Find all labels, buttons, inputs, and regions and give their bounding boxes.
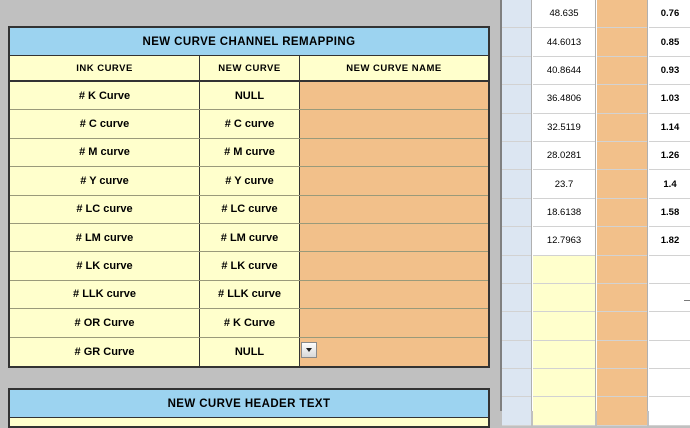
grid-cell[interactable]	[597, 227, 647, 255]
remap-table-title	[10, 28, 488, 56]
grid-cell-value: 1.03	[660, 93, 680, 105]
grid-cell-value: 1.4	[663, 178, 677, 190]
new-curve-name-input[interactable]	[300, 82, 488, 109]
grid-cell[interactable]	[502, 114, 531, 142]
new-curve-select[interactable]	[200, 224, 300, 251]
new-curve-name-input[interactable]	[300, 110, 488, 137]
grid-cell[interactable]	[533, 0, 595, 28]
grid-cell[interactable]	[649, 142, 690, 170]
grid-cell[interactable]	[597, 170, 647, 198]
grid-cell-value: 1.58	[660, 206, 680, 218]
grid-cell[interactable]	[502, 28, 531, 56]
grid-cell[interactable]	[649, 0, 690, 28]
grid-cell-value: 23.7	[554, 178, 574, 190]
grid-cell[interactable]	[649, 28, 690, 56]
new-curve-value: # Y curve	[225, 174, 274, 187]
new-curve-name-input[interactable]	[300, 252, 488, 279]
grid-cell-value: 1.82	[660, 235, 680, 247]
ink-curve-cell	[10, 309, 200, 336]
scroll-tick-marker	[684, 300, 690, 301]
grid-cell[interactable]	[649, 369, 690, 397]
column-header-new-curve-name	[300, 56, 488, 80]
grid-cell[interactable]	[649, 199, 690, 227]
grid-cell[interactable]	[533, 142, 595, 170]
grid-cell[interactable]	[597, 341, 647, 369]
grid-cell[interactable]	[502, 256, 531, 284]
new-curve-select[interactable]	[200, 110, 300, 137]
column-header-new-curve	[200, 56, 300, 80]
grid-cell-value: 28.0281	[546, 150, 582, 162]
grid-column-values	[533, 0, 596, 411]
table-row	[10, 167, 488, 195]
grid-cell[interactable]	[533, 57, 595, 85]
grid-cell[interactable]	[502, 57, 531, 85]
spreadsheet-grid-panel	[500, 0, 690, 411]
grid-cell[interactable]	[502, 341, 531, 369]
new-curve-name-input[interactable]	[300, 281, 488, 308]
grid-cell[interactable]	[502, 312, 531, 340]
ink-curve-label: # GR Curve	[74, 345, 135, 358]
grid-cell[interactable]	[649, 85, 690, 113]
table-row	[10, 309, 488, 337]
grid-cell[interactable]	[597, 284, 647, 312]
grid-cell[interactable]	[533, 227, 595, 255]
grid-cell[interactable]	[502, 0, 531, 28]
ink-curve-label: # K Curve	[78, 89, 131, 102]
grid-cell[interactable]	[597, 199, 647, 227]
grid-cell-value: 48.635	[549, 8, 579, 20]
grid-cell[interactable]	[502, 85, 531, 113]
ink-curve-label: # LLK curve	[73, 288, 136, 301]
ink-curve-cell	[10, 167, 200, 194]
panel-top-strip	[0, 0, 500, 22]
new-curve-select[interactable]	[200, 196, 300, 223]
grid-cell[interactable]	[502, 170, 531, 198]
grid-cell[interactable]	[533, 256, 595, 284]
new-curve-select-active[interactable]	[200, 338, 300, 366]
remap-table-title-label: NEW CURVE CHANNEL REMAPPING	[142, 35, 356, 48]
ink-curve-label: # LK curve	[76, 260, 133, 273]
column-header-new-curve-name-label: NEW CURVE NAME	[346, 62, 442, 74]
grid-cell[interactable]	[649, 312, 690, 340]
table-row	[10, 338, 488, 366]
ink-curve-cell	[10, 224, 200, 251]
grid-cell[interactable]	[533, 369, 595, 397]
grid-cell[interactable]	[533, 312, 595, 340]
table-row	[10, 281, 488, 309]
grid-cell[interactable]	[502, 369, 531, 397]
grid-cell[interactable]	[649, 397, 690, 425]
new-curve-value: # M curve	[224, 146, 275, 159]
grid-cell[interactable]	[649, 284, 690, 312]
ink-curve-cell	[10, 139, 200, 166]
ink-curve-cell	[10, 281, 200, 308]
grid-cell[interactable]	[597, 256, 647, 284]
new-curve-name-input[interactable]	[300, 224, 488, 251]
grid-cell[interactable]	[597, 397, 647, 425]
grid-cell-value: 0.85	[660, 36, 680, 48]
grid-cell[interactable]	[597, 312, 647, 340]
grid-cell[interactable]	[597, 85, 647, 113]
grid-cell[interactable]	[533, 28, 595, 56]
header-text-table-title	[10, 390, 488, 418]
grid-cell-value: 32.5119	[547, 121, 581, 133]
new-curve-name-input[interactable]	[300, 338, 488, 366]
grid-column-peach	[597, 0, 648, 411]
new-curve-channel-remapping-table	[8, 26, 490, 368]
new-curve-value: NULL	[234, 89, 265, 102]
new-curve-value: # LK curve	[221, 260, 278, 273]
grid-cell[interactable]	[649, 114, 690, 142]
new-curve-name-input[interactable]	[300, 196, 488, 223]
new-curve-value: # K Curve	[223, 316, 276, 329]
ink-curve-label: # Y curve	[80, 174, 129, 187]
table-row	[10, 139, 488, 167]
ink-curve-cell	[10, 252, 200, 279]
header-text-table-title-label: NEW CURVE HEADER TEXT	[167, 397, 331, 410]
grid-cell[interactable]	[649, 170, 690, 198]
column-header-ink-curve	[10, 56, 200, 80]
grid-column-ratios	[649, 0, 690, 411]
grid-cell[interactable]	[533, 85, 595, 113]
grid-cell-value: 44.6013	[546, 36, 582, 48]
grid-cell[interactable]	[533, 341, 595, 369]
grid-cell[interactable]	[502, 284, 531, 312]
grid-cell-value: 0.93	[660, 64, 680, 76]
grid-cell[interactable]	[502, 199, 531, 227]
grid-cell[interactable]	[502, 227, 531, 255]
table-row	[10, 224, 488, 252]
grid-cell-value: 1.14	[660, 121, 680, 133]
grid-cell[interactable]	[649, 256, 690, 284]
grid-cell[interactable]	[533, 199, 595, 227]
grid-cell-value: 12.7963	[546, 235, 582, 247]
ink-curve-label: # LM curve	[75, 231, 134, 244]
grid-cell[interactable]	[502, 397, 531, 425]
grid-column-blue	[502, 0, 532, 411]
grid-cell[interactable]	[597, 142, 647, 170]
new-curve-select[interactable]	[200, 281, 300, 308]
grid-cell-value: 1.26	[660, 150, 680, 162]
table-row	[10, 196, 488, 224]
grid-cell[interactable]	[597, 57, 647, 85]
grid-cell-value: 18.6138	[546, 206, 582, 218]
grid-cell[interactable]	[533, 114, 595, 142]
grid-cell-value: 36.4806	[546, 93, 582, 105]
table-row	[10, 82, 488, 110]
ink-curve-cell	[10, 338, 200, 366]
grid-cell[interactable]	[533, 397, 595, 425]
grid-cell-value: 0.76	[660, 8, 680, 20]
grid-cell[interactable]	[649, 341, 690, 369]
new-curve-name-input[interactable]	[300, 139, 488, 166]
grid-cell[interactable]	[597, 114, 647, 142]
ink-curve-cell	[10, 110, 200, 137]
new-curve-value: # C curve	[224, 118, 275, 131]
grid-cell[interactable]	[649, 57, 690, 85]
new-curve-name-input[interactable]	[300, 309, 488, 336]
column-header-ink-curve-label: INK CURVE	[76, 62, 133, 74]
column-header-new-curve-label: NEW CURVE	[218, 62, 281, 74]
table-row	[10, 252, 488, 280]
new-curve-name-input[interactable]	[300, 167, 488, 194]
ink-curve-label: # OR Curve	[74, 316, 135, 329]
remap-table-header-row	[10, 56, 488, 82]
new-curve-select[interactable]	[200, 167, 300, 194]
new-curve-header-text-table	[8, 388, 490, 428]
new-curve-select[interactable]	[200, 82, 300, 109]
ink-curve-label: # M curve	[79, 146, 130, 159]
grid-cell[interactable]	[597, 369, 647, 397]
grid-cell-value: 40.8644	[546, 64, 582, 76]
ink-curve-cell	[10, 196, 200, 223]
grid-cell[interactable]	[533, 170, 595, 198]
table-row	[10, 110, 488, 138]
new-curve-value: # LC curve	[221, 203, 278, 216]
new-curve-select[interactable]	[200, 309, 300, 336]
grid-cell[interactable]	[533, 284, 595, 312]
ink-curve-label: # C curve	[79, 118, 130, 131]
ink-curve-label: # LC curve	[76, 203, 133, 216]
grid-cell[interactable]	[597, 28, 647, 56]
chevron-down-glyph	[306, 348, 312, 352]
grid-cell[interactable]	[649, 227, 690, 255]
new-curve-value: # LLK curve	[218, 288, 281, 301]
grid-cell[interactable]	[597, 0, 647, 28]
new-curve-select[interactable]	[200, 252, 300, 279]
new-curve-value: # LM curve	[220, 231, 279, 244]
grid-cell[interactable]	[502, 142, 531, 170]
new-curve-select[interactable]	[200, 139, 300, 166]
ink-curve-cell	[10, 82, 200, 109]
new-curve-value: NULL	[234, 345, 265, 358]
chevron-down-icon[interactable]	[301, 342, 317, 358]
